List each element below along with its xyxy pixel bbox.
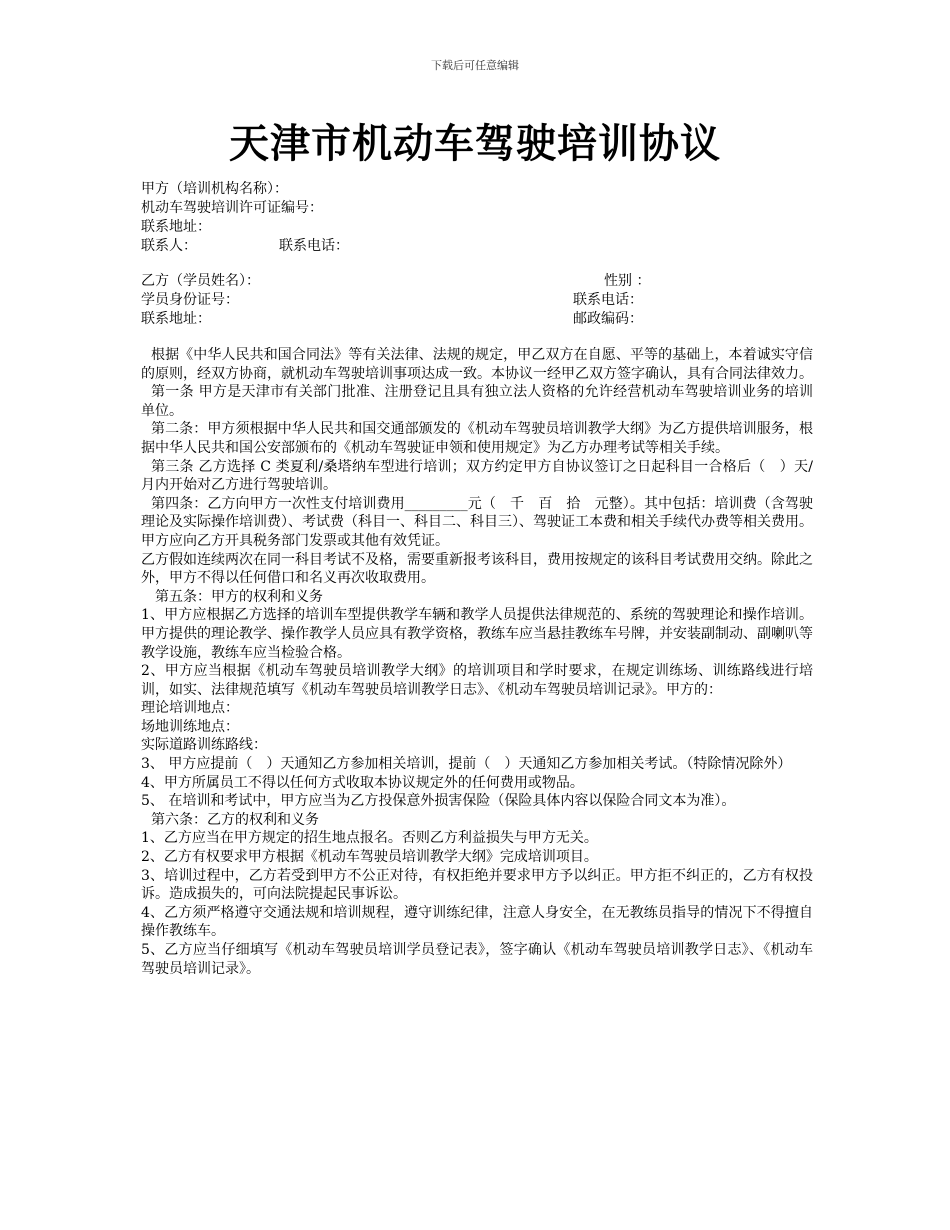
article-5-item-2: 2、甲方应当根据《机动车驾驶员培训教学大纲》的培训项目和学时要求，在规定训练场、训练路线进行培训，如实、法律规范填写《机动车驾驶员培训教学日志》、《机动车驾驶员培训记录》。甲方的： xyxy=(141,663,813,698)
party-a-license: 机动车驾驶培训许可证编号： xyxy=(141,200,323,216)
article-5-heading: 第五条：甲方的权利和义务 xyxy=(155,588,323,605)
party-b-address: 联系地址： xyxy=(141,311,211,327)
page-title: 天津市机动车驾驶培训协议 xyxy=(229,120,721,167)
article-5-item-3: 3、 甲方应提前（ ）天通知乙方参加相关培训，提前（ ）天通知乙方参加相关考试。（特除情况除外） xyxy=(141,756,792,773)
party-a-contact: 联系人： xyxy=(141,238,197,254)
party-b-postcode: 邮政编码： xyxy=(573,311,643,327)
party-b-name-row xyxy=(141,272,821,291)
party-b-address-row xyxy=(141,310,821,329)
article-5-item-1: 1、甲方应根据乙方选择的培训车型提供教学车辆和教学人员提供法律规范的、系统的驾驶理论和操作培训。甲方提供的理论教学、操作教学人员应具有教学资格，教练车应当悬挂教练车号牌，并安装副制动、副喇叭等教学设施，教练车应当检验合格。 xyxy=(141,607,813,661)
article-6-item-2: 2、乙方有权要求甲方根据《机动车驾驶员培训教学大纲》完成培训项目。 xyxy=(141,849,598,866)
field-location: 场地训练地点： xyxy=(141,718,239,735)
article-6-heading: 第六条：乙方的权利和义务 xyxy=(151,811,319,828)
party-b-info xyxy=(141,272,821,329)
header-note: 下载后可任意编辑 xyxy=(431,59,519,72)
party-b-id-row xyxy=(141,291,821,310)
road-route: 实际道路训练路线： xyxy=(141,737,267,754)
party-b-phone: 联系电话： xyxy=(573,292,643,308)
party-a-name: 甲方（培训机构名称）： xyxy=(141,181,288,197)
article-4-invoice: 甲方应向乙方开具税务部门发票或其他有效凭证。 xyxy=(141,532,449,549)
article-4-retest: 乙方假如连续两次在同一科目考试不及格，需要重新报考该科目，费用按规定的该科目考试费用交纳。除此之外，甲方不得以任何借口和名义再次收取费用。 xyxy=(141,551,813,587)
agreement-body xyxy=(141,346,813,978)
preamble-paragraph: 根据《中华人民共和国合同法》等有关法律、法规的规定，甲乙双方在自愿、平等的基础上，本着诚实守信的原则，经双方协商，就机动车驾驶培训事项达成一致。本协议一经甲乙双方签字确认，具有合同法律效力。 xyxy=(141,347,813,382)
party-a-info xyxy=(141,180,821,256)
party-b-gender: 性别 ： xyxy=(604,273,651,289)
party-b-id: 学员身份证号： xyxy=(141,292,239,308)
article-6-item-5: 5、乙方应当仔细填写《机动车驾驶员培训学员登记表》，签字确认《机动车驾驶员培训教学日志》、《机动车驾驶员培训记录》。 xyxy=(141,942,813,977)
article-4: 第四条：乙方向甲方一次性支付培训费用_________元（ 千 百 拾 元整）。其中包括：培训费（含驾驶理论及实际操作培训费）、考试费（科目一、科目二、科目三）、驾驶证工本费和相关手续代办费等相关费用。 xyxy=(141,495,813,531)
article-1: 第一条 甲方是天津市有关部门批准、注册登记且具有独立法人资格的允许经营机动车驾驶培训业务的培训单位。 xyxy=(141,384,813,419)
party-b-name: 乙方（学员姓名）： xyxy=(141,273,260,289)
article-3: 第三条 乙方选择 C 类夏利/桑塔纳车型进行培训；双方约定甲方自协议签订之日起科目一合格后（ ）天/月内开始对乙方进行驾驶培训。 xyxy=(141,458,813,494)
article-6-item-1: 1、乙方应当在甲方规定的招生地点报名。否则乙方利益损失与甲方无关。 xyxy=(141,830,598,847)
article-2: 第二条：甲方须根据中华人民共和国交通部颁发的《机动车驾驶员培训教学大纲》为乙方提供培训服务，根据中华人民共和国公安部颁布的《机动车驾驶证申领和使用规定》为乙方办理考试等相关手续。 xyxy=(141,421,813,456)
article-6-item-4: 4、乙方须严格遵守交通法规和培训规程，遵守训练纪律，注意人身安全，在无教练员指导的情况下不得擅自操作教练车。 xyxy=(141,904,813,940)
article-6-item-3: 3、培训过程中，乙方若受到甲方不公正对待，有权拒绝并要求甲方予以纠正。甲方拒不纠正的，乙方有权投诉。造成损失的，可向法院提起民事诉讼。 xyxy=(141,867,813,903)
party-a-phone: 联系电话： xyxy=(279,238,349,254)
article-5-item-4: 4、甲方所属员工不得以任何方式收取本协议规定外的任何费用或物品。 xyxy=(141,774,584,791)
party-a-address: 联系地址： xyxy=(141,219,211,235)
theory-location: 理论培训地点： xyxy=(141,700,239,717)
article-5-item-5: 5、 在培训和考试中，甲方应当为乙方投保意外损害保险（保险具体内容以保险合同文本为准）。 xyxy=(141,793,736,810)
party-a-contact-row xyxy=(141,237,821,256)
